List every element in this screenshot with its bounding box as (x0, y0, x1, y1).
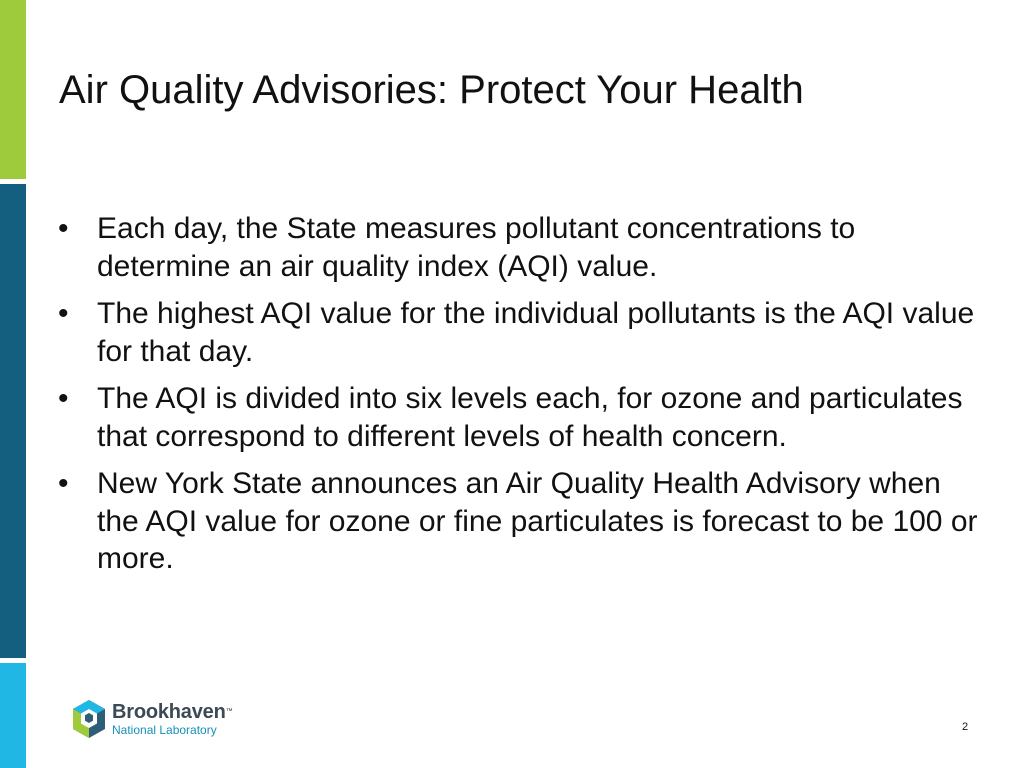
brookhaven-hexagon-logo-icon (71, 699, 107, 739)
bullet-item (58, 210, 978, 285)
bullet-marker: • (58, 467, 69, 500)
bullet-text: Each day, the State measures pollutant concentrations to determine an air quality index (AQI) value. (97, 212, 856, 283)
logo-trademark: ™ (225, 708, 233, 715)
bullet-marker: • (58, 212, 69, 245)
accent-bar-green (0, 0, 26, 179)
bullet-list (58, 210, 978, 588)
bullet-item (58, 465, 978, 578)
bullet-text: The highest AQI value for the individual pollutants is the AQI value for that day. (97, 297, 975, 368)
logo-wordmark (112, 701, 232, 723)
brookhaven-logo (71, 699, 241, 743)
logo-subtitle: National Laboratory (112, 723, 217, 737)
slide-title: Air Quality Advisories: Protect Your Health (59, 68, 804, 112)
bullet-marker: • (58, 297, 69, 330)
logo-name-text: Brookhaven (112, 701, 226, 723)
bullet-marker: • (58, 382, 69, 415)
page-number: 2 (962, 721, 969, 733)
accent-bar-teal (0, 184, 26, 658)
bullet-item (58, 380, 978, 455)
bullet-item (58, 295, 978, 370)
bullet-text: New York State announces an Air Quality Health Advisory when the AQI value for ozone or fine particulates is forecast to be 100 or more. (97, 467, 978, 575)
bullet-text: The AQI is divided into six levels each, for ozone and particulates that correspond to different levels of health concern. (97, 382, 963, 453)
accent-bar-cyan (0, 663, 26, 768)
